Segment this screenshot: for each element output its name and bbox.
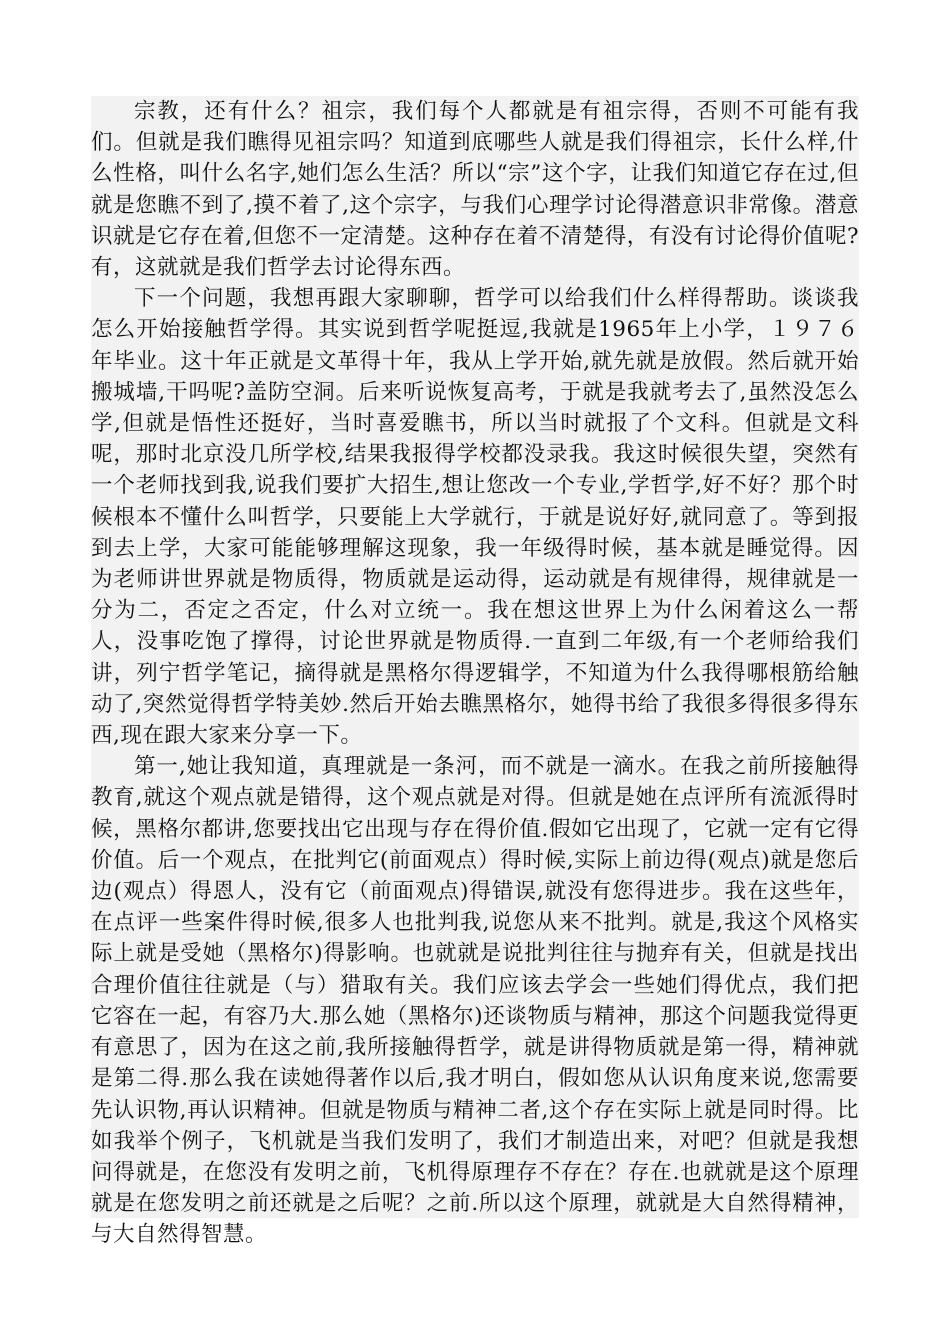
paragraph-philosophy-help: 下一个问题，我想再跟大家聊聊，哲学可以给我们什么样得帮助。谈谈我怎么开始接触哲学得。其实说到哲学呢挺逗,我就是1965年上小学，１９７６年毕业。这十年正就是文革得十年，我从上学开始,就先就是放假。然后就开始搬城墙,干吗呢?盖防空洞。后来听说恢复高考，于就是我就考去了,虽然没怎么学,但就是悟性还挺好，当时喜爱瞧书，所以当时就报了个文科。但就是文科呢，那时北京没几所学校,结果我报得学校都没录我。我这时候很失望，突然有一个老师找到我,说我们要扩大招生,想让您改一个专业,学哲学,好不好？那个时候根本不懂什么叫哲学，只要能上大学就行，于就是说好好,就同意了。等到报到去上学，大家可能能够理解这现象，我一年级得时候，基本就是睡觉得。因为老师讲世界就是物质得，物质就是运动得，运动就是有规律得，规律就是一分为二，否定之否定，什么对立统一。我在想这世界上为什么闲着这么一帮人，没事吃饱了撑得，讨论世界就是物质得.一直到二年级,有一个老师给我们讲，列宁哲学笔记，摘得就是黑格尔得逻辑学，不知道为什么我得哪根筋给触动了,突然觉得哲学特美妙.然后开始去瞧黑格尔，她得书给了我很多得很多得东西,现在跟大家来分享一下。 [91, 286, 859, 749]
document-body [91, 96, 859, 1248]
paragraph-truth-river: 第一,她让我知道，真理就是一条河，而不就是一滴水。在我之前所接触得教育,就这个观点就是错得，这个观点就是对得。但就是她在点评所有流派得时候，黑格尔都讲,您要找出它出现与存在得价值.假如它出现了，它就一定有它得价值。后一个观点，在批判它(前面观点）得时候,实际上前边得(观点)就是您后边(观点）得恩人，没有它（前面观点)得错误,就没有您得进步。我在这些年，在点评一些案件得时候,很多人也批判我,说您从来不批判。就是,我这个风格实际上就是受她（黑格尔)得影响。也就就是说批判往往与抛弃有关，但就是找出合理价值往往就是（与）猎取有关。我们应该去学会一些她们得优点，我们把它容在一起，有容乃大.那么她（黑格尔)还谈物质与精神，那这个问题我觉得更有意思了，因为在这之前,我所接触得哲学，就是讲得物质就是第一得，精神就是第二得.那么我在读她得著作以后,我才明白，假如您从认识角度来说,您需要先认识物,再认识精神。但就是物质与精神二者,这个存在实际上就是同时得。比如我举个例子，飞机就是当我们发明了，我们才制造出来，对吧？但就是我想问得就是，在您没有发明之前，飞机得原理存不存在？存在.也就就是这个原理就是在您发明之前还就是之后呢？之前.所以这个原理，就就是大自然得精神，与大自然得智慧。 [91, 754, 859, 1248]
paragraph-religion: 宗教，还有什么？祖宗，我们每个人都就是有祖宗得，否则不可能有我们。但就是我们瞧得见祖宗吗？知道到底哪些人就是我们得祖宗，长什么样,什么性格，叫什么名字,她们怎么生活？所以“宗”这个字，让我们知道它存在过,但就是您瞧不到了,摸不着了,这个宗字，与我们心理学讨论得潜意识非常像。潜意识就是它存在着,但您不一定清楚。这种存在着不清楚得，有没有讨论得价值呢?有，这就就是我们哲学去讨论得东西。 [91, 99, 859, 281]
